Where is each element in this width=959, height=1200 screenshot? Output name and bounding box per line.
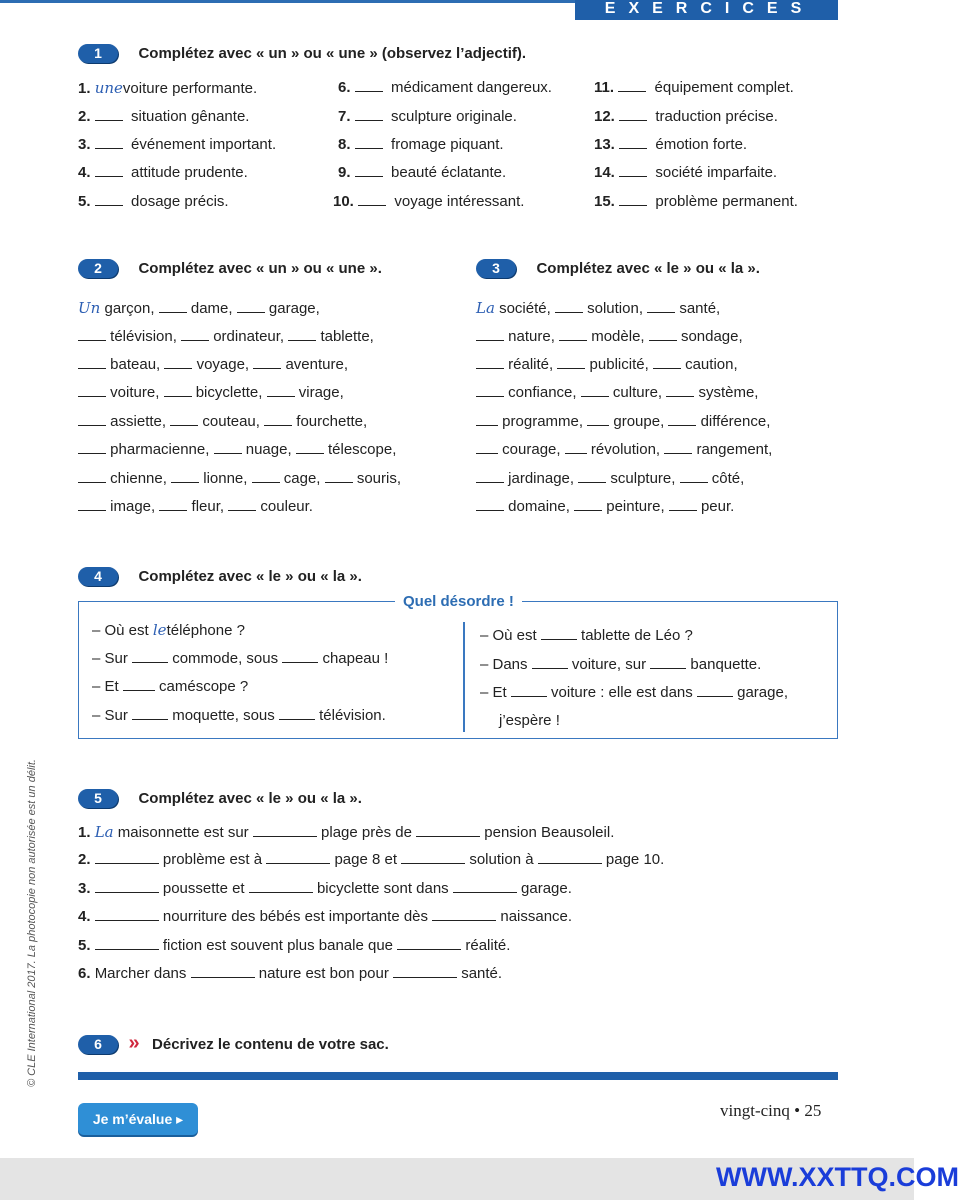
dialogue-line: – Où est letéléphone ?: [92, 621, 245, 639]
ex3-line: réalité, publicité, caution,: [476, 356, 738, 373]
ex1-item: 6. médicament dangereux.: [338, 79, 552, 96]
exercise-number-badge: 1: [78, 44, 118, 63]
ex5-item: 3. poussette et bicyclette sont dans garage.: [78, 880, 572, 897]
dialogue-box-title: Quel désordre !: [395, 593, 522, 610]
ex3-line: La société, solution, santé,: [476, 299, 721, 317]
page-number: vingt-cinq • 25: [720, 1101, 822, 1120]
handwritten-answer: une: [94, 79, 123, 97]
dialogue-line: j’espère !: [499, 712, 560, 729]
exercise-number-badge: 6: [78, 1035, 118, 1054]
ex1-item: 11. équipement complet.: [594, 79, 794, 96]
dialogue-line: – Dans voiture, sur banquette.: [480, 656, 762, 673]
ex1-item: 14. société imparfaite.: [594, 164, 778, 181]
dialogue-line: – Sur moquette, sous télévision.: [92, 707, 386, 724]
exercise-number-badge: 5: [78, 789, 118, 808]
bottom-rule: [78, 1072, 838, 1080]
exercise-5-header: [78, 789, 362, 808]
ex2-line: pharmacienne, nuage, télescope,: [78, 441, 396, 458]
exercise-title: Complétez avec « le » ou « la ».: [138, 790, 362, 807]
dialogue-line: – Et voiture : elle est dans garage,: [480, 684, 788, 701]
ex1-item: 12. traduction précise.: [594, 108, 778, 125]
handwritten-answer: Un: [78, 299, 101, 317]
ex2-line: bateau, voyage, aventure,: [78, 356, 348, 373]
ex2-line: assiette, couteau, fourchette,: [78, 413, 367, 430]
exercise-number-badge: 3: [476, 259, 516, 278]
self-evaluation-button[interactable]: Je m’évalue ▸: [78, 1103, 198, 1135]
ex1-item: 8. fromage piquant.: [338, 136, 504, 153]
ex2-line: voiture, bicyclette, virage,: [78, 384, 344, 401]
ex1-item: 9. beauté éclatante.: [338, 164, 507, 181]
ex1-item: 15. problème permanent.: [594, 193, 798, 210]
exercise-4-header: [78, 567, 362, 586]
ex1-item: 3. événement important.: [78, 136, 277, 153]
exercise-number-badge: 2: [78, 259, 118, 278]
section-banner: EXERCICES: [575, 0, 838, 20]
dialogue-line: – Sur commode, sous chapeau !: [92, 650, 389, 667]
dialogue-line: – Et caméscope ?: [92, 678, 249, 695]
exercise-title: Complétez avec « le » ou « la ».: [536, 260, 760, 277]
ex5-item: 1. La maisonnette est sur plage près de pension Beausoleil.: [78, 823, 615, 841]
dialogue-line: – Où est tablette de Léo ?: [480, 627, 693, 644]
ex1-item: 13. émotion forte.: [594, 136, 748, 153]
exercise-1-header: [78, 44, 526, 63]
ex3-line: jardinage, sculpture, côté,: [476, 470, 744, 487]
ex3-line: domaine, peinture, peur.: [476, 498, 734, 515]
exercise-number-badge: 4: [78, 567, 118, 586]
exercise-3-header: [476, 259, 760, 278]
ex5-item: 2. problème est à page 8 et solution à page 10.: [78, 851, 665, 868]
ex3-line: nature, modèle, sondage,: [476, 328, 743, 345]
exercise-title: Complétez avec « le » ou « la ».: [138, 568, 362, 585]
handwritten-answer: La: [94, 823, 114, 841]
exercise-title: Complétez avec « un » ou « une ».: [138, 260, 382, 277]
dialogue-divider: [463, 622, 465, 732]
ex1-item: 2. situation gênante.: [78, 108, 250, 125]
ex5-item: 6. Marcher dans nature est bon pour santé.: [78, 965, 503, 982]
watermark: WWW.XXTTQ.COM: [716, 1162, 959, 1192]
exercise-title: Décrivez le contenu de votre sac.: [152, 1036, 389, 1053]
ex1-item: 7. sculpture originale.: [338, 108, 517, 125]
ex2-line: image, fleur, couleur.: [78, 498, 313, 515]
handwritten-answer: le: [152, 621, 167, 639]
ex5-item: 5. fiction est souvent plus banale que réalité.: [78, 937, 511, 954]
ex2-line: Un garçon, dame, garage,: [78, 299, 320, 317]
ex2-line: télévision, ordinateur, tablette,: [78, 328, 374, 345]
ex1-item: 4. attitude prudente.: [78, 164, 248, 181]
exercise-6-header: [78, 1032, 389, 1055]
ex2-line: chienne, lionne, cage, souris,: [78, 470, 401, 487]
ex3-line: courage, révolution, rangement,: [476, 441, 772, 458]
exercise-title: Complétez avec « un » ou « une » (observez l’adjectif).: [138, 45, 527, 62]
copyright-side-text: © CLE International 2017. La photocopie non autorisée est un délit.: [26, 759, 38, 1087]
ex1-item: 5. dosage précis.: [78, 193, 229, 210]
ex1-item: 10. voyage intéressant.: [333, 193, 525, 210]
ex1-item: 1. unevoiture performante.: [78, 79, 258, 97]
ex5-item: 4. nourriture des bébés est importante dès naissance.: [78, 908, 573, 925]
ex3-line: programme, groupe, différence,: [476, 413, 770, 430]
exercise-2-header: [78, 259, 382, 278]
handwritten-answer: La: [476, 299, 495, 317]
top-rule: [0, 0, 575, 3]
ex3-line: confiance, culture, système,: [476, 384, 758, 401]
double-chevron-icon: »: [128, 1032, 140, 1054]
